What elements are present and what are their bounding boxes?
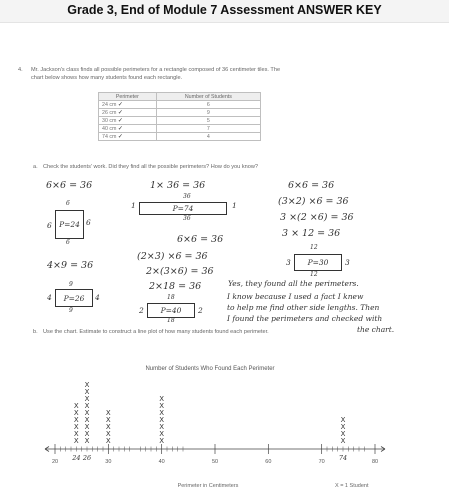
work2-right-label: 1	[232, 201, 237, 210]
work2-top-label: 36	[183, 193, 191, 200]
work6-right-label: 2	[198, 306, 203, 315]
x-mark: X	[73, 423, 79, 431]
work5-right-label: 4	[95, 293, 100, 302]
work7-rectangle	[294, 254, 342, 271]
check-mark-icon: ✓	[117, 110, 123, 116]
work5-top-label: 9	[69, 281, 73, 288]
tick-label: 30	[105, 459, 112, 465]
x-mark: X	[159, 416, 165, 424]
work3-line1: 6×6 = 36	[288, 180, 335, 191]
work5-left-label: 4	[47, 293, 52, 302]
table-cell-perimeter: 26 cm ✓	[99, 109, 157, 117]
work3-line2: (3×2) ×6 = 36	[278, 196, 349, 207]
work2-rectangle	[139, 202, 227, 215]
x-mark: X	[84, 423, 90, 431]
tick-label: 70	[318, 459, 325, 465]
x-mark: X	[73, 437, 79, 445]
plot-labels	[52, 454, 378, 465]
table-row	[99, 125, 261, 133]
x-axis-label: Perimeter in Centimeters	[177, 483, 239, 489]
work1-perimeter: P=24	[59, 220, 80, 229]
line-plot	[0, 355, 449, 500]
x-mark: X	[159, 437, 165, 445]
work5-perimeter: P=26	[63, 293, 85, 303]
value-label: 74	[338, 454, 348, 462]
x-mark: X	[84, 381, 90, 389]
x-mark: X	[84, 395, 90, 403]
check-mark-icon: ✓	[117, 118, 123, 124]
work7-top-label: 12	[310, 244, 318, 251]
x-mark: X	[105, 416, 111, 424]
x-mark: X	[73, 402, 79, 410]
answer-line2: I know because I used a fact I knew	[227, 292, 364, 301]
x-mark: X	[340, 437, 346, 445]
table-row	[99, 117, 261, 125]
table-row	[99, 133, 261, 141]
work1-equation: 6×6 = 36	[46, 180, 93, 191]
table-row	[99, 109, 261, 117]
work3-line3: 3 ×(2 ×6) = 36	[280, 212, 354, 223]
part-b-label: b.	[33, 329, 38, 335]
table-row	[99, 101, 261, 109]
x-mark: X	[159, 395, 165, 403]
x-mark: X	[340, 416, 346, 424]
x-mark: X	[84, 437, 90, 445]
problem-text-line2: chart below shows how many students found each rectangle.	[31, 75, 183, 81]
work7-perimeter: P=30	[307, 258, 329, 267]
work1-right-label: 6	[86, 218, 91, 227]
work7-bottom-label: 12	[310, 271, 318, 278]
work2-left-label: 1	[131, 201, 136, 210]
work6-top-label: 18	[167, 294, 175, 301]
work6-left-label: 2	[139, 306, 144, 315]
table-cell-students: 4	[156, 133, 260, 141]
value-label: 24	[72, 454, 81, 462]
work1-rectangle	[55, 210, 84, 239]
table-cell-students: 7	[156, 125, 260, 133]
part-b-question: Use the chart. Estimate to construct a line plot of how many students found each perimeter.	[43, 329, 269, 335]
x-mark: X	[340, 423, 346, 431]
x-mark: X	[105, 423, 111, 431]
plot-marks	[74, 381, 346, 445]
table-cell-students: 9	[156, 109, 260, 117]
page-title: Grade 3, End of Module 7 Assessment ANSWER KEY	[67, 3, 382, 17]
tick-label: 60	[265, 459, 272, 465]
x-mark: X	[159, 409, 165, 417]
part-a-label: a.	[33, 164, 38, 170]
work6-rectangle	[147, 303, 195, 318]
x-mark: X	[73, 409, 79, 417]
table-header-row	[99, 93, 261, 101]
work4-line3: 2×(3×6) = 36	[146, 266, 214, 277]
problem-number: 4.	[18, 67, 23, 73]
x-mark: X	[159, 423, 165, 431]
x-mark: X	[84, 409, 90, 417]
work7-right-label: 3	[345, 258, 350, 267]
work6-bottom-label: 18	[167, 317, 175, 324]
table-cell-perimeter: 40 cm ✓	[99, 125, 157, 133]
work2-bottom-label: 36	[183, 215, 191, 222]
table-cell-perimeter: 74 cm ✓	[99, 133, 157, 141]
perimeter-table	[98, 92, 261, 141]
work5-bottom-label: 9	[69, 307, 73, 314]
plot-title: Number of Students Who Found Each Perimeter	[145, 366, 275, 372]
plot-axis	[45, 444, 385, 454]
part-a-question: Check the students' work. Did they find all the possible perimeters? How do you know?	[43, 164, 258, 170]
work6-perimeter: P=40	[160, 306, 182, 315]
x-mark: X	[105, 430, 111, 438]
table-cell-students: 6	[156, 101, 260, 109]
check-mark-icon: ✓	[117, 126, 123, 132]
work4-line4: 2×18 = 36	[149, 281, 202, 292]
x-mark: X	[84, 388, 90, 396]
table-header-perimeter: Perimeter	[99, 93, 157, 101]
table-cell-perimeter: 30 cm ✓	[99, 117, 157, 125]
answer-line3: to help me find other side lengths. Then	[227, 303, 380, 312]
answer-line5: the chart.	[357, 325, 395, 334]
answer-line1: Yes, they found all the perimeters.	[228, 279, 359, 288]
tick-label: 80	[371, 459, 379, 465]
tick-label: 50	[211, 459, 219, 465]
check-mark-icon: ✓	[117, 102, 123, 108]
work4-line1: 6×6 = 36	[177, 234, 224, 245]
work1-bottom-label: 6	[66, 239, 70, 246]
x-mark: X	[340, 430, 346, 438]
check-mark-icon: ✓	[117, 134, 123, 140]
table-cell-perimeter: 24 cm ✓	[99, 101, 157, 109]
tick-label: 20	[51, 459, 59, 465]
x-mark: X	[73, 430, 79, 438]
problem-text-line1: Mr. Jackson's class finds all possible perimeters for a rectangle composed of 36 centimeter tiles. The	[31, 67, 281, 73]
x-mark: X	[84, 430, 90, 438]
work1-left-label: 6	[47, 221, 52, 230]
work5-equation: 4×9 = 36	[47, 260, 94, 271]
work2-perimeter: P=74	[172, 204, 194, 213]
work7-left-label: 3	[286, 258, 291, 267]
x-mark: X	[159, 430, 165, 438]
value-label: 26	[82, 454, 92, 462]
x-mark: X	[159, 402, 165, 410]
x-mark: X	[105, 437, 111, 445]
table-header-students: Number of Students	[156, 93, 260, 101]
work5-rectangle	[55, 289, 93, 307]
x-mark: X	[84, 402, 90, 410]
x-mark: X	[105, 409, 111, 417]
table-cell-students: 5	[156, 117, 260, 125]
answer-line4: I found the perimeters and checked with	[227, 314, 383, 323]
work4-line2: (2×3) ×6 = 36	[137, 251, 208, 262]
work2-equation: 1× 36 = 36	[150, 180, 206, 191]
work3-line4: 3 × 12 = 36	[282, 228, 341, 239]
tick-label: 40	[158, 459, 165, 465]
work1-top-label: 6	[66, 200, 70, 207]
plot-legend: X = 1 Student	[335, 483, 369, 489]
x-mark: X	[84, 416, 90, 424]
x-mark: X	[73, 416, 79, 424]
